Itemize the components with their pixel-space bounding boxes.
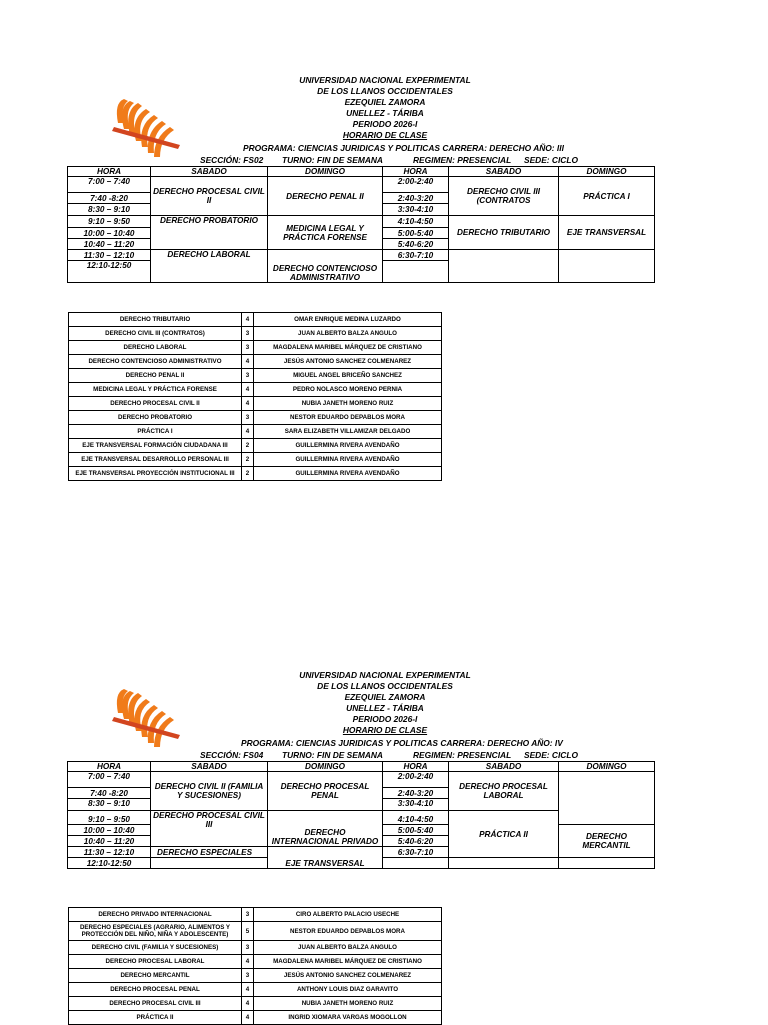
subject-teacher: GUILLERMINA RIVERA AVENDAÑO [254,453,442,467]
hour-cell: 10:40 – 11:20 [68,836,151,847]
university-name: UNIVERSIDAD NACIONAL EXPERIMENTAL [299,75,471,85]
class-cell: DERECHO MERCANTIL [559,825,655,858]
subject-name: DERECHO PROCESAL PENAL [69,983,242,997]
subject-name: DERECHO PENAL II [69,369,242,383]
hour-cell: 8:30 – 9:10 [68,799,151,811]
hour-cell: 4:10-4:50 [383,811,449,825]
hour-cell: 7:00 – 7:40 [68,772,151,788]
empty-cell [559,250,655,283]
class-cell: DERECHO PROCESAL PENAL [268,772,383,811]
subject-name: MEDICINA LEGAL Y PRÁCTICA FORENSE [69,383,242,397]
subject-credits: 2 [242,467,254,481]
subject-teacher: NUBIA JANETH MORENO RUIZ [254,397,442,411]
class-cell: DERECHO ESPECIALES [151,847,268,858]
subject-credits: 4 [242,397,254,411]
hour-cell: 5:00-5:40 [383,825,449,836]
table-row [69,411,442,425]
schedule-header [180,75,590,141]
hour-cell: 2:00-2:40 [383,177,449,193]
hour-cell: 8:30 – 9:10 [68,204,151,216]
empty-cell [383,858,449,869]
class-cell: DERECHO LABORAL [151,250,268,283]
period: PERIODO 2026-I [352,119,418,129]
subject-name: PRÁCTICA II [69,1011,242,1025]
hour-cell: 10:00 – 10:40 [68,228,151,239]
unellez-logo-icon [110,93,184,159]
class-cell: PRÁCTICA II [449,811,559,858]
table-row [69,439,442,453]
subject-teacher: MAGDALENA MARIBEL MÁRQUEZ DE CRISTIANO [254,955,442,969]
subject-credits: 4 [242,955,254,969]
subject-name: DERECHO PROCESAL CIVIL III [69,997,242,1011]
col-sabado-2: SABADO [449,762,559,772]
subject-name: DERECHO TRIBUTARIO [69,313,242,327]
table-row [69,425,442,439]
subject-teacher: CIRO ALBERTO PALACIO USECHE [254,908,442,922]
subject-teacher: INGRID XIOMARA VARGAS MOGOLLON [254,1011,442,1025]
hour-cell: 12:10-12:50 [68,858,151,869]
col-domingo: DOMINGO [268,762,383,772]
regimen-label: REGIMEN: PRESENCIAL [413,750,512,760]
hour-cell: 5:40-6:20 [383,836,449,847]
col-hora: HORA [68,167,151,177]
hour-cell: 7:40 -8:20 [68,193,151,204]
subject-teacher: GUILLERMINA RIVERA AVENDAÑO [254,439,442,453]
table-row [69,1011,442,1025]
empty-cell [449,858,559,869]
table-row [69,313,442,327]
subject-teacher: NUBIA JANETH MORENO RUIZ [254,997,442,1011]
subject-teacher: OMAR ENRIQUE MEDINA LUZARDO [254,313,442,327]
hour-cell: 2:40-3:20 [383,193,449,204]
class-cell: DERECHO INTERNACIONAL PRIVADO [268,811,383,847]
empty-cell [151,858,268,869]
hour-cell: 2:00-2:40 [383,772,449,788]
empty-cell [449,250,559,283]
hour-cell: 7:40 -8:20 [68,788,151,799]
subject-credits: 4 [242,1011,254,1025]
campus-name: UNELLEZ - TÁRIBA [346,703,424,713]
col-hora-2: HORA [383,167,449,177]
col-sabado: SABADO [151,762,268,772]
table-row [69,369,442,383]
col-domingo-2: DOMINGO [559,762,655,772]
col-sabado: SABADO [151,167,268,177]
subject-credits: 4 [242,355,254,369]
subjects-table [68,907,442,1025]
hour-cell: 11:30 – 12:10 [68,250,151,261]
subject-name: DERECHO PRIVADO INTERNACIONAL [69,908,242,922]
subject-credits: 3 [242,941,254,955]
subject-credits: 3 [242,411,254,425]
subject-teacher: JUAN ALBERTO BALZA ANGULO [254,941,442,955]
subject-name: DERECHO LABORAL [69,341,242,355]
subject-teacher: GUILLERMINA RIVERA AVENDAÑO [254,467,442,481]
subject-name: EJE TRANSVERSAL FORMACIÓN CIUDADANA III [69,439,242,453]
subject-credits: 4 [242,997,254,1011]
unellez-logo-icon [110,683,184,749]
subject-name: DERECHO CIVIL (FAMILIA Y SUCESIONES) [69,941,242,955]
empty-cell [559,858,655,869]
subject-credits: 3 [242,341,254,355]
col-domingo: DOMINGO [268,167,383,177]
class-cell: DERECHO CIVIL II (FAMILIA Y SUCESIONES) [151,772,268,811]
class-cell: DERECHO TRIBUTARIO [449,216,559,250]
class-cell: DERECHO PROBATORIO [151,216,268,250]
hour-cell: 12:10-12:50 [68,261,151,283]
programa-line: PROGRAMA: CIENCIAS JURIDICAS Y POLITICAS CARRERA: DERECHO AÑO: IV [241,738,563,748]
programa-line: PROGRAMA: CIENCIAS JURIDICAS Y POLITICAS CARRERA: DERECHO AÑO: III [243,143,564,153]
hour-cell: 6:30-7:10 [383,847,449,858]
hour-cell: 3:30-4:10 [383,204,449,216]
class-cell: EJE TRANSVERSAL [268,847,383,869]
subject-teacher: JUAN ALBERTO BALZA ANGULO [254,327,442,341]
empty-cell [383,261,449,283]
table-row [69,969,442,983]
subject-name: DERECHO MERCANTIL [69,969,242,983]
table-row [69,327,442,341]
hour-cell: 11:30 – 12:10 [68,847,151,858]
table-row [69,941,442,955]
subject-teacher: NESTOR EDUARDO DEPABLOS MORA [254,411,442,425]
subject-teacher: NESTOR EDUARDO DEPABLOS MORA [254,922,442,941]
hour-cell: 7:00 – 7:40 [68,177,151,193]
hour-cell: 5:00-5:40 [383,228,449,239]
col-hora-2: HORA [383,762,449,772]
subject-credits: 4 [242,983,254,997]
schedule-title: HORARIO DE CLASE [342,130,428,140]
subject-name: DERECHO PROCESAL CIVIL II [69,397,242,411]
table-row [69,397,442,411]
hour-cell: 9:10 – 9:50 [68,216,151,228]
subject-credits: 3 [242,908,254,922]
subject-name: EJE TRANSVERSAL DESARROLLO PERSONAL III [69,453,242,467]
hour-cell: 10:40 – 11:20 [68,239,151,250]
class-cell: PRÁCTICA I [559,177,655,216]
hour-cell: 5:40-6:20 [383,239,449,250]
university-patron: EZEQUIEL ZAMORA [344,692,426,702]
table-row [69,355,442,369]
university-name: UNIVERSIDAD NACIONAL EXPERIMENTAL [299,670,471,680]
subject-name: DERECHO CIVIL III (CONTRATOS) [69,327,242,341]
table-row [69,997,442,1011]
class-cell: DERECHO CONTENCIOSO ADMINISTRATIVO [268,250,383,283]
subject-teacher: SARA ELIZABETH VILLAMIZAR DELGADO [254,425,442,439]
seccion-label: SECCIÓN: FS02 [200,155,264,165]
subject-name: EJE TRANSVERSAL PROYECCIÓN INSTITUCIONAL III [69,467,242,481]
hour-cell: 10:00 – 10:40 [68,825,151,836]
subject-credits: 3 [242,969,254,983]
seccion-label: SECCIÓN: FS04 [200,750,264,760]
subject-credits: 3 [242,327,254,341]
class-cell: DERECHO PROCESAL CIVIL II [151,177,268,216]
subject-credits: 4 [242,313,254,327]
subject-credits: 2 [242,453,254,467]
subject-teacher: MIGUEL ANGEL BRICEÑO SANCHEZ [254,369,442,383]
class-cell: DERECHO PROCESAL LABORAL [449,772,559,811]
hour-cell: 2:40-3:20 [383,788,449,799]
subject-teacher: ANTHONY LOUIS DIAZ GARAVITO [254,983,442,997]
table-row [69,908,442,922]
subject-credits: 3 [242,369,254,383]
table-row [69,453,442,467]
subjects-table [68,312,442,481]
col-hora: HORA [68,762,151,772]
hour-cell: 9:10 – 9:50 [68,811,151,825]
turno-label: TURNO: FIN DE SEMANA [282,750,383,760]
hour-cell: 4:10-4:50 [383,216,449,228]
subject-name: DERECHO CONTENCIOSO ADMINISTRATIVO [69,355,242,369]
campus-name: UNELLEZ - TÁRIBA [346,108,424,118]
table-row [69,983,442,997]
period: PERIODO 2026-I [352,714,418,724]
hour-cell: 6:30-7:10 [383,250,449,261]
col-sabado-2: SABADO [449,167,559,177]
class-cell: EJE TRANSVERSAL [559,216,655,250]
subject-credits: 5 [242,922,254,941]
subject-teacher: JESÚS ANTONIO SANCHEZ COLMENAREZ [254,355,442,369]
sede-label: SEDE: CICLO [524,155,578,165]
table-row [69,341,442,355]
schedule-title: HORARIO DE CLASE [342,725,428,735]
subject-name: DERECHO ESPECIALES (AGRARIO, ALIMENTOS Y PROTECCIÓN DEL NIÑO, NIÑA Y ADOLESCENTE) [69,922,242,941]
regimen-label: REGIMEN: PRESENCIAL [413,155,512,165]
table-row [69,383,442,397]
sede-label: SEDE: CICLO [524,750,578,760]
class-cell: DERECHO PENAL II [268,177,383,216]
class-cell: DERECHO CIVIL III (CONTRATOS [449,177,559,216]
subject-teacher: PEDRO NOLASCO MORENO PERNIA [254,383,442,397]
class-cell [559,772,655,825]
university-region: DE LOS LLANOS OCCIDENTALES [317,86,453,96]
schedule-table [67,761,655,869]
class-cell: MEDICINA LEGAL Y PRÁCTICA FORENSE [268,216,383,250]
subject-name: DERECHO PROCESAL LABORAL [69,955,242,969]
subject-name: PRÁCTICA I [69,425,242,439]
schedule-table [67,166,655,283]
schedule-header [180,670,590,736]
university-region: DE LOS LLANOS OCCIDENTALES [317,681,453,691]
subject-teacher: JESÚS ANTONIO SANCHEZ COLMENAREZ [254,969,442,983]
table-row [69,467,442,481]
subject-name: DERECHO PROBATORIO [69,411,242,425]
subject-credits: 2 [242,439,254,453]
subject-credits: 4 [242,383,254,397]
table-row [69,922,442,941]
hour-cell: 3:30-4:10 [383,799,449,811]
turno-label: TURNO: FIN DE SEMANA [282,155,383,165]
subject-teacher: MAGDALENA MARIBEL MÁRQUEZ DE CRISTIANO [254,341,442,355]
subject-credits: 4 [242,425,254,439]
class-cell: DERECHO PROCESAL CIVIL III [151,811,268,847]
table-row [69,955,442,969]
university-patron: EZEQUIEL ZAMORA [344,97,426,107]
col-domingo-2: DOMINGO [559,167,655,177]
